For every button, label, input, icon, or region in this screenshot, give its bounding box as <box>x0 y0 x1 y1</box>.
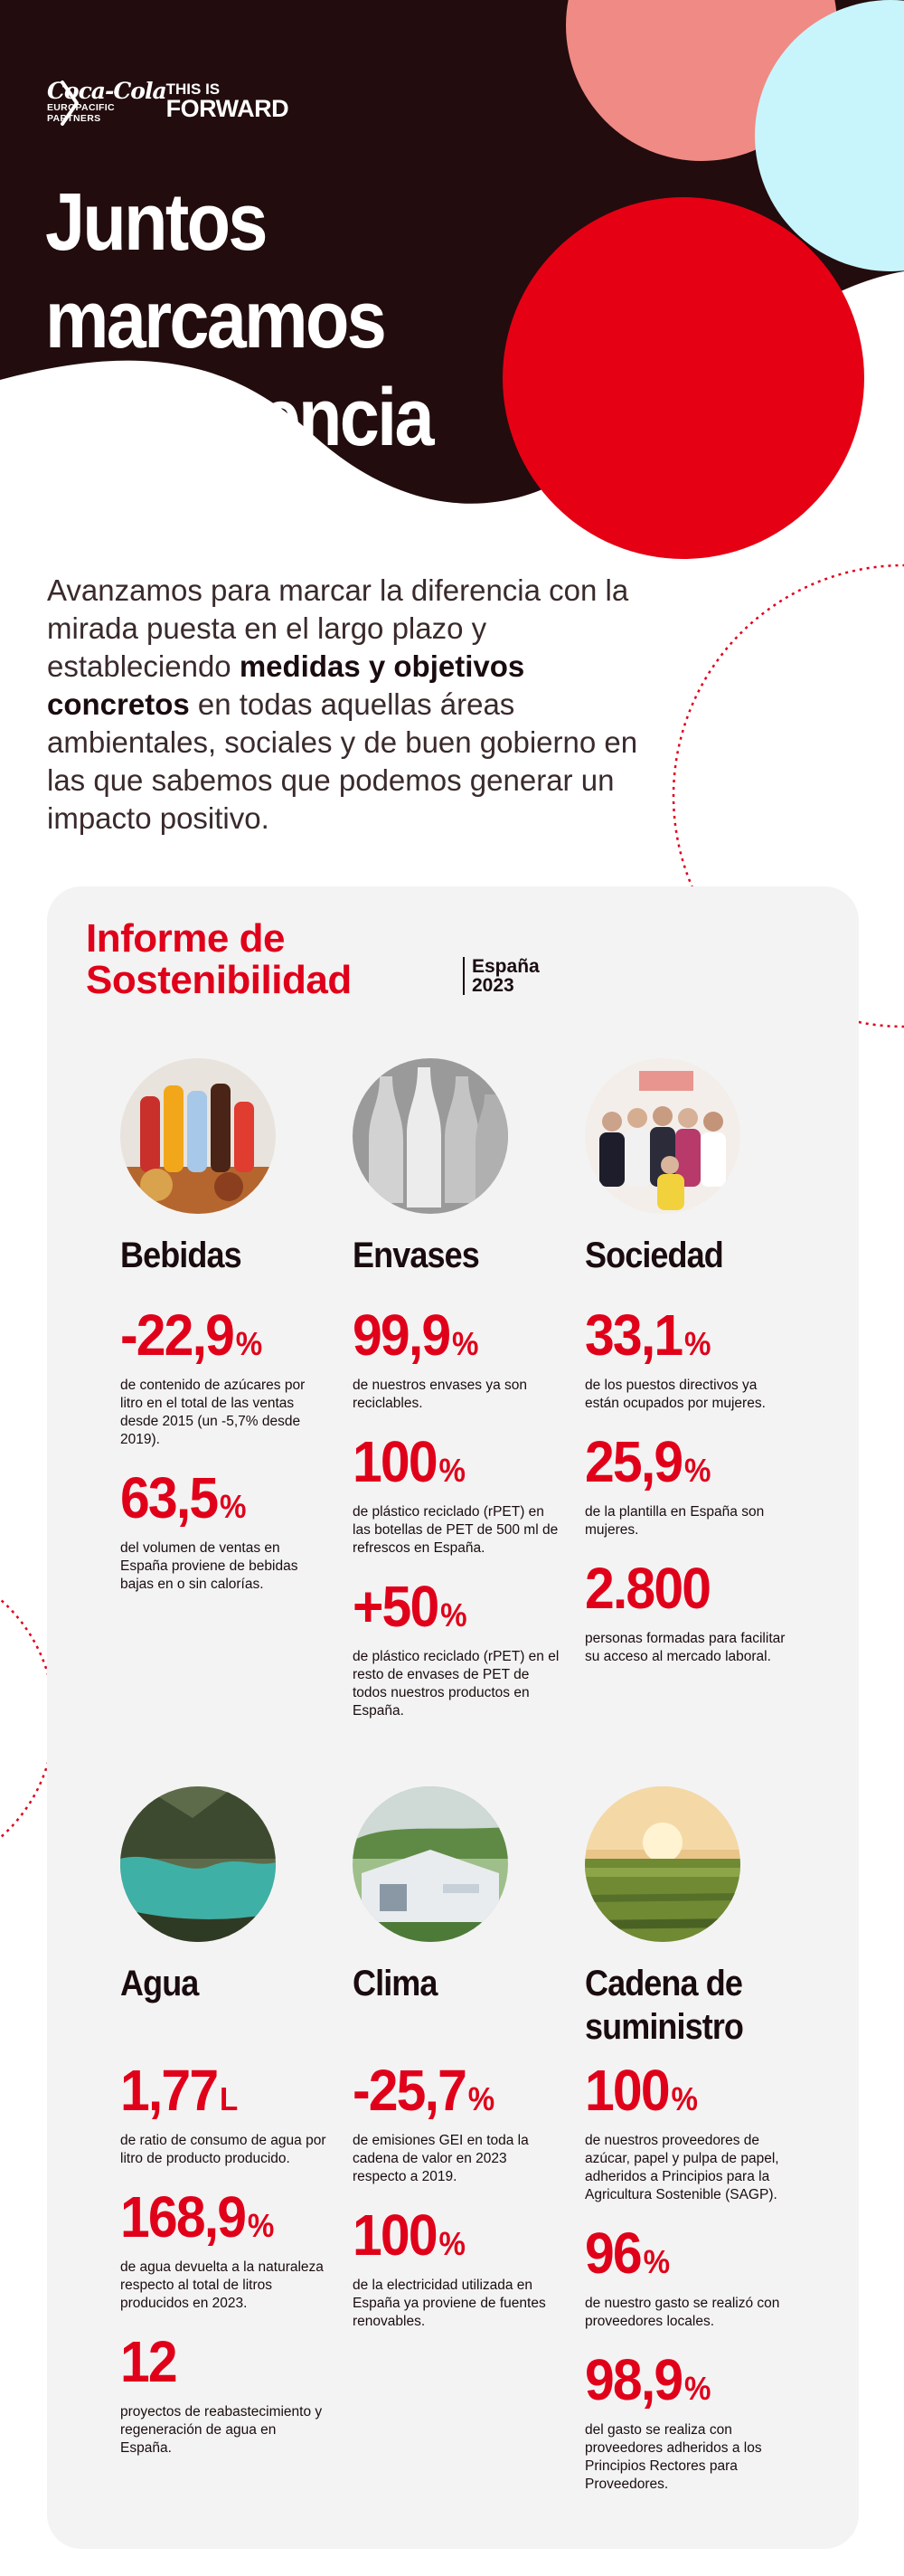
stat-value: -22,9% <box>120 1302 263 1368</box>
stat-envases-1 <box>353 1302 560 1413</box>
stat-cadena-3 <box>585 2347 793 2494</box>
section-title-sociedad: Sociedad <box>585 1236 723 1275</box>
intro-text-2: en todas aquellas áreas ambientales, sociales y de buen gobierno en las que sabemos que podemos generar un impacto positivo. <box>47 687 638 835</box>
stat-value: 100% <box>353 1429 466 1494</box>
report-title <box>86 918 352 1001</box>
report-country: España <box>472 956 540 977</box>
factory-photo-icon <box>353 1786 508 1942</box>
stat-value: 2.800 <box>585 1556 711 1621</box>
report-title-line2: Sostenibilidad <box>86 958 352 1002</box>
section-title-clima: Clima <box>353 1964 438 2003</box>
stat-value: 1,77L <box>120 2058 239 2123</box>
section-title-cadena <box>585 1962 772 2049</box>
stat-value: -25,7% <box>353 2058 495 2123</box>
hero-title-line1: Juntos marcamos <box>45 177 385 365</box>
stat-value: 25,9% <box>585 1429 711 1494</box>
stat-agua-1 <box>120 2058 328 2168</box>
hero-title <box>45 174 602 467</box>
stat-value: +50% <box>353 1574 467 1639</box>
stat-agua-3 <box>120 2329 328 2458</box>
stat-value: 98,9% <box>585 2347 711 2412</box>
stat-agua-2 <box>120 2184 328 2313</box>
stat-description: de nuestros envases ya son reciclables. <box>353 1378 528 1411</box>
stat-description: de nuestros proveedores de azúcar, papel y pulpa de papel, adheridos a Principios para la Agricultura Sostenible (SAGP). <box>585 2133 779 2202</box>
water-photo-icon <box>120 1786 276 1942</box>
stat-value: 63,5% <box>120 1465 247 1530</box>
people-photo-icon <box>585 1058 740 1214</box>
section-bebidas <box>120 1058 328 1594</box>
stat-value: 168,9% <box>120 2184 275 2249</box>
tagline-line1: THIS IS <box>165 80 221 98</box>
stat-description: proyectos de reabastecimiento y regeneración de agua en España. <box>120 2404 323 2456</box>
section-agua <box>120 1786 328 2458</box>
stat-value: 96% <box>585 2221 671 2286</box>
stat-description: de nuestro gasto se realizó con proveedores locales. <box>585 2296 780 2329</box>
stat-envases-3 <box>353 1574 560 1720</box>
stat-envases-2 <box>353 1429 560 1558</box>
stat-description: de ratio de consumo de agua por litro de producto producido. <box>120 2133 326 2166</box>
stat-clima-1 <box>353 2058 560 2186</box>
stat-description: del volumen de ventas en España proviene de bebidas bajas en o sin calorías. <box>120 1540 298 1592</box>
section-sociedad <box>585 1058 793 1666</box>
stat-sociedad-3 <box>585 1556 793 1666</box>
section-envases <box>353 1058 560 1720</box>
stat-description: de plástico reciclado (rPET) en el resto de envases de PET de todos nuestros productos en España. <box>353 1649 560 1719</box>
stat-cadena-1 <box>585 2058 793 2204</box>
chevron-right-icon <box>60 80 80 127</box>
stat-description: del gasto se realiza con proveedores adheridos a los Principios Rectores para Proveedores. <box>585 2422 762 2492</box>
report-country-year <box>463 957 540 995</box>
stat-description: de plástico reciclado (rPET) en las botellas de PET de 500 ml de refrescos en España. <box>353 1504 559 1556</box>
wavy-circle-left <box>0 1560 54 1877</box>
section-cadena-suministro <box>585 1786 793 2494</box>
stat-bebidas-1 <box>120 1302 328 1449</box>
section-title-agua: Agua <box>120 1964 199 2003</box>
tagline-line2: FORWARD <box>165 94 289 122</box>
stat-description: de agua devuelta a la naturaleza respecto al total de litros producidos en 2023. <box>120 2259 324 2311</box>
stat-value: 100% <box>585 2058 698 2123</box>
brand-tagline <box>166 81 289 122</box>
stat-description: de los puestos directivos ya están ocupados por mujeres. <box>585 1378 766 1411</box>
section-clima <box>353 1786 560 2331</box>
intro-bold: medidas y objetivos concretos <box>47 649 525 721</box>
section-title-envases: Envases <box>353 1236 479 1275</box>
section-title-cadena-line1: Cadena de <box>585 1964 742 2003</box>
hero-title-line2: la diferencia <box>45 373 432 463</box>
stat-value: 100% <box>353 2202 466 2268</box>
logo-sub-partners: PARTNERS <box>47 112 101 124</box>
stat-bebidas-2 <box>120 1465 328 1594</box>
stat-description: personas formadas para facilitar su acceso al mercado laboral. <box>585 1631 786 1664</box>
logo-script: Coca-Cola <box>47 78 166 104</box>
beverages-photo-icon <box>120 1058 276 1214</box>
section-title-cadena-line2: suministro <box>585 2007 744 2047</box>
intro-paragraph <box>47 572 671 838</box>
stat-description: de emisiones GEI en toda la cadena de valor en 2023 respecto a 2019. <box>353 2133 529 2184</box>
bottles-photo-icon <box>353 1058 508 1214</box>
report-title-line1: Informe de <box>86 916 285 961</box>
field-photo-icon <box>585 1786 740 1942</box>
logo-sub-europacific: EUROPACIFIC <box>47 102 115 113</box>
stat-cadena-2 <box>585 2221 793 2331</box>
report-year: 2023 <box>472 975 514 996</box>
hero-banner <box>0 0 904 579</box>
stat-value: 33,1% <box>585 1302 711 1368</box>
stat-clima-2 <box>353 2202 560 2331</box>
section-title-bebidas: Bebidas <box>120 1236 241 1275</box>
stat-description: de contenido de azúcares por litro en el total de las ventas desde 2015 (un -5,7% desde 2019). <box>120 1378 306 1447</box>
stat-value: 12 <box>120 2329 176 2394</box>
stat-sociedad-1 <box>585 1302 793 1413</box>
intro-text-1: Avanzamos para marcar la diferencia con la mirada puesta en el largo plazo y estableciendo <box>47 573 629 683</box>
stat-value: 99,9% <box>353 1302 479 1368</box>
stat-description: de la electricidad utilizada en España ya proviene de fuentes renovables. <box>353 2278 546 2329</box>
brand-header <box>47 80 288 123</box>
stat-description: de la plantilla en España son mujeres. <box>585 1504 765 1538</box>
stat-sociedad-2 <box>585 1429 793 1539</box>
